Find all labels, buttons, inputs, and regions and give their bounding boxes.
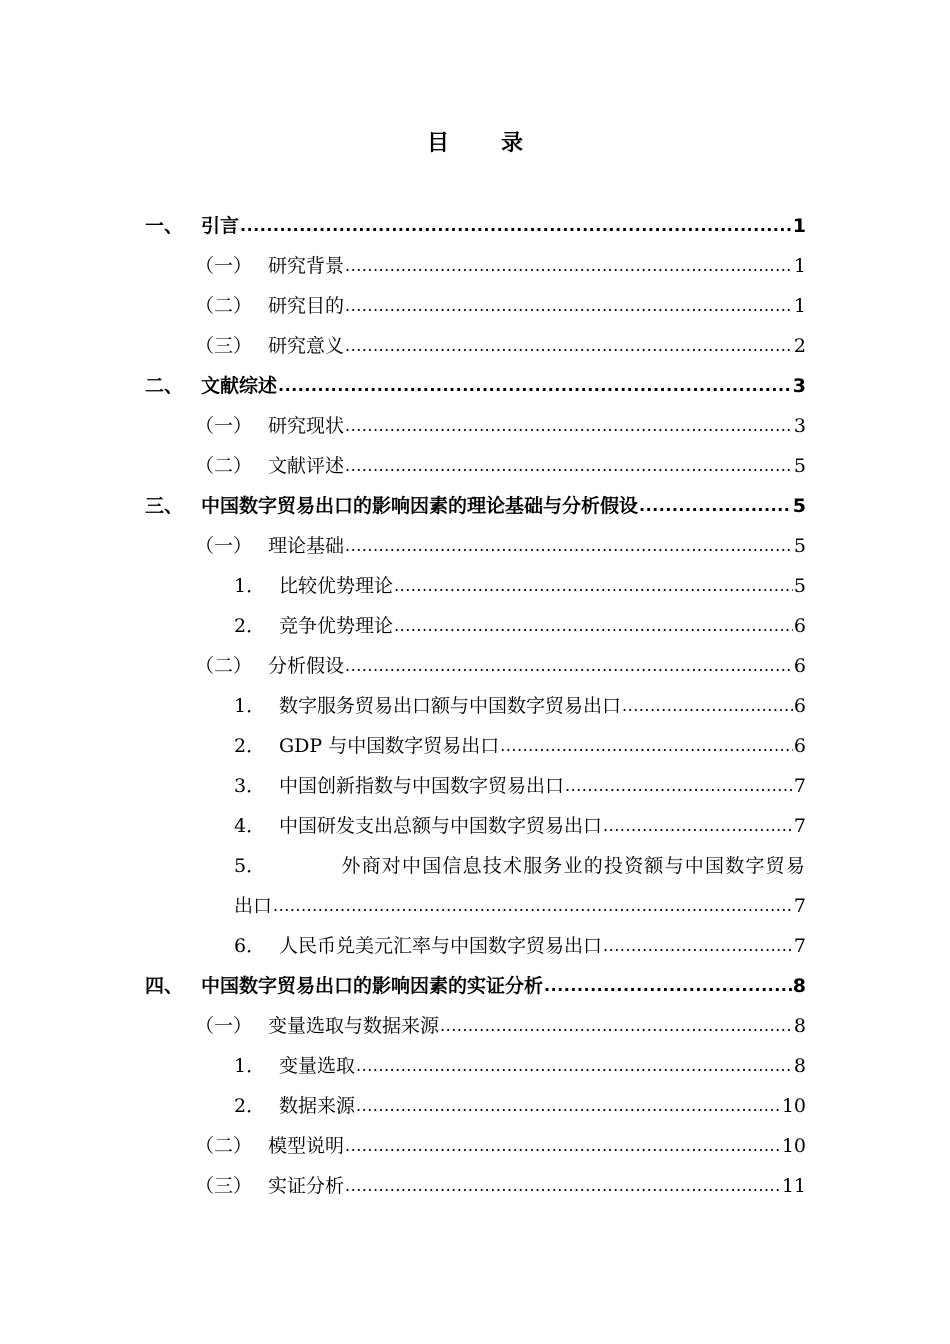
toc-entry-level-2[interactable] <box>195 1126 806 1166</box>
dot-leader <box>345 446 793 486</box>
dot-leader <box>345 246 793 286</box>
toc-entry-number: 5． <box>234 855 266 877</box>
toc-entry-page: 8 <box>793 1055 806 1077</box>
toc-entry-page: 2 <box>793 335 806 357</box>
toc-entry-page: 1 <box>793 255 806 277</box>
toc-entry-text: 文献评述 <box>268 455 345 477</box>
toc-entry-page: 10 <box>781 1095 806 1117</box>
toc-entry-number: （一） <box>195 1015 253 1037</box>
toc-entry-number: 2． <box>234 615 266 637</box>
toc-entry-number: 1． <box>234 695 266 717</box>
toc-entry-level-1[interactable] <box>145 486 806 526</box>
toc-entry-level-2[interactable] <box>195 446 806 486</box>
dot-leader <box>345 286 793 326</box>
toc-entry-page: 7 <box>793 895 806 917</box>
toc-entry-number: 1． <box>234 1055 266 1077</box>
toc-entry-level-1[interactable] <box>145 366 806 406</box>
toc-entry-level-1[interactable] <box>145 206 806 246</box>
toc-entry-level-2[interactable] <box>195 1006 806 1046</box>
toc-entry-level-3[interactable] <box>234 686 806 726</box>
toc-entry-level-3[interactable] <box>234 726 806 766</box>
toc-entry-text: 研究意义 <box>268 335 345 357</box>
toc-entry-text: 引言 <box>201 215 240 237</box>
toc-entry-text-continued: 出口 <box>234 895 273 917</box>
toc-entry-text: 研究现状 <box>268 415 345 437</box>
toc-entry-wrapped-line[interactable] <box>234 846 806 886</box>
toc-entry-text: 比较优势理论 <box>279 575 394 597</box>
toc-entry-number: 2． <box>234 1095 266 1117</box>
toc-entry-text: 人民币兑美元汇率与中国数字贸易出口 <box>279 935 603 957</box>
toc-entry-number: （三） <box>195 1175 253 1197</box>
dot-leader <box>544 966 792 1006</box>
dot-leader <box>639 486 792 526</box>
toc-entry-number: 6． <box>234 935 266 957</box>
dot-leader <box>356 1086 781 1126</box>
toc-entry-page: 6 <box>793 735 806 757</box>
toc-entry-page: 3 <box>792 375 806 397</box>
toc-entry-page: 6 <box>793 615 806 637</box>
toc-entry-number: 一、 <box>145 215 184 237</box>
toc-entry-text: 研究背景 <box>268 255 345 277</box>
toc-entry-number: 四、 <box>145 975 184 997</box>
toc-entry-page: 1 <box>793 295 806 317</box>
toc-entry-text: 数字服务贸易出口额与中国数字贸易出口 <box>279 695 622 717</box>
dot-leader <box>394 566 793 606</box>
toc-entry-text: 中国研发支出总额与中国数字贸易出口 <box>279 815 603 837</box>
toc-entry-page: 6 <box>793 655 806 677</box>
toc-entry-page: 5 <box>793 535 806 557</box>
toc-entry-continuation[interactable] <box>234 886 806 926</box>
toc-entry-page: 10 <box>781 1135 806 1157</box>
toc-entry-text: 分析假设 <box>268 655 345 677</box>
toc-entry-page: 5 <box>793 455 806 477</box>
toc-entry-page: 7 <box>793 775 806 797</box>
toc-entry-page: 7 <box>793 815 806 837</box>
dot-leader <box>622 686 793 726</box>
toc-entry-level-2[interactable] <box>195 1166 806 1206</box>
toc-entry-number: （三） <box>195 335 253 357</box>
toc-entry-level-3[interactable] <box>234 1086 806 1126</box>
toc-entry-page: 11 <box>781 1175 806 1197</box>
toc-entry-level-2[interactable] <box>195 326 806 366</box>
toc-entry-level-2[interactable] <box>195 406 806 446</box>
toc-entry-text: 数据来源 <box>279 1095 356 1117</box>
toc-entry-text: 文献综述 <box>201 375 278 397</box>
toc-entry-level-3[interactable] <box>234 766 806 806</box>
toc-entry-level-3[interactable] <box>234 806 806 846</box>
toc-entry-number: 二、 <box>145 375 184 397</box>
toc-entry-number: （二） <box>195 655 253 677</box>
toc-entry-level-2[interactable] <box>195 526 806 566</box>
toc-entry-page: 8 <box>793 1015 806 1037</box>
toc-entry-level-3[interactable] <box>234 926 806 966</box>
dot-leader <box>345 1126 781 1166</box>
dot-leader <box>278 366 792 406</box>
toc-entry-text: 中国数字贸易出口的影响因素的理论基础与分析假设 <box>201 495 639 517</box>
dot-leader <box>603 926 793 966</box>
dot-leader <box>345 526 793 566</box>
dot-leader <box>565 766 793 806</box>
toc-entry-text: 中国数字贸易出口的影响因素的实证分析 <box>201 975 544 997</box>
title-char-1: 目 <box>426 130 449 156</box>
dot-leader <box>345 1166 781 1206</box>
toc-entry-number: 4． <box>234 815 266 837</box>
dot-leader <box>240 206 792 246</box>
toc-entry-page: 1 <box>792 215 806 237</box>
toc-entry-text: 变量选取 <box>279 1055 356 1077</box>
toc-entry-page: 8 <box>792 975 806 997</box>
toc-entry-text: GDP 与中国数字贸易出口 <box>279 735 500 757</box>
dot-leader <box>345 326 793 366</box>
toc-entry-text: 实证分析 <box>268 1175 345 1197</box>
toc-entry-level-3[interactable] <box>234 606 806 646</box>
dot-leader <box>345 646 793 686</box>
page-title <box>0 126 950 157</box>
toc-entry-number: 三、 <box>145 495 184 517</box>
toc-entry-text: 竞争优势理论 <box>279 615 394 637</box>
toc-entry-page: 5 <box>792 495 806 517</box>
toc-entry-level-2[interactable] <box>195 646 806 686</box>
toc-entry-number: 1． <box>234 575 266 597</box>
toc-entry-level-2[interactable] <box>195 246 806 286</box>
toc-entry-text: 外商对中国信息技术服务业的投资额与中国数字贸易 <box>341 855 806 877</box>
dot-leader <box>500 726 793 766</box>
toc-entry-page: 3 <box>793 415 806 437</box>
toc-entry-page: 7 <box>793 935 806 957</box>
toc-entry-number: （一） <box>195 255 253 277</box>
toc-entry-number: （二） <box>195 455 253 477</box>
toc-entry-number: （二） <box>195 295 253 317</box>
toc-entry-level-3[interactable] <box>234 1046 806 1086</box>
toc-entry-level-2[interactable] <box>195 286 806 326</box>
toc-entry-number: 2． <box>234 735 266 757</box>
toc-entry-text: 模型说明 <box>268 1135 345 1157</box>
dot-leader <box>345 406 793 446</box>
toc-entry-text: 中国创新指数与中国数字贸易出口 <box>279 775 565 797</box>
dot-leader <box>273 886 793 926</box>
dot-leader <box>440 1006 793 1046</box>
toc-entry-number: （二） <box>195 1135 253 1157</box>
toc-entry-text: 研究目的 <box>268 295 345 317</box>
toc-entry-number: 3． <box>234 775 266 797</box>
toc-entry-text: 理论基础 <box>268 535 345 557</box>
toc-entry-page: 5 <box>793 575 806 597</box>
toc-entry-level-3[interactable] <box>234 566 806 606</box>
toc-entry-number: （一） <box>195 535 253 557</box>
dot-leader <box>356 1046 793 1086</box>
title-char-2: 录 <box>501 130 524 156</box>
dot-leader <box>603 806 793 846</box>
toc-entry-page: 6 <box>793 695 806 717</box>
toc-entry-number: （一） <box>195 415 253 437</box>
toc-entry-level-1[interactable] <box>145 966 806 1006</box>
dot-leader <box>394 606 793 646</box>
toc-entry-text: 变量选取与数据来源 <box>268 1015 440 1037</box>
